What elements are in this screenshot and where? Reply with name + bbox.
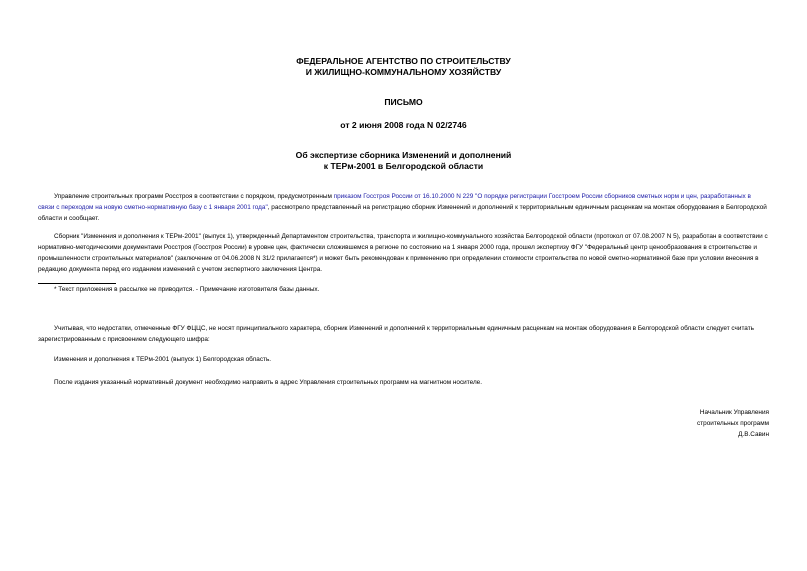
document-type: ПИСЬМО [384, 97, 423, 107]
paragraph-intro-text-end: , рассмотрело представленный на регистрацию сборник Изменений и дополнений к территориальным единичным расценкам на монтаж оборудования в Белгородской области и сообщает. [38, 204, 767, 222]
document-subject-line2: к ТЕРм-2001 в Белгородской области [323, 161, 484, 171]
order-reference-link[interactable]: приказом Госстроя России от 16.10.2000 N 229 "О порядке регистрации Госстроем России сборников сметных норм и цен, разработанных в связи с переходом на новую сметно-нормативную базу с 1 января 2001 года" [38, 193, 751, 211]
agency-name-line2: И ЖИЛИЩНО-КОММУНАЛЬНОМУ ХОЗЯЙСТВУ [305, 67, 502, 77]
signature-position-line2: строительных программ [697, 420, 769, 427]
paragraph-delivery: После издания указанный нормативный документ необходимо направить в адрес Управления строительных программ на магнитном носителе. [54, 379, 483, 386]
paragraph-intro [38, 191, 769, 224]
document-date: от 2 июня 2008 года N 02/2746 [340, 120, 467, 130]
paragraph-code: Изменения и дополнения к ТЕРм-2001 (выпуск 1) Белгородская область. [54, 356, 272, 363]
footnote-text: * Текст приложения в рассылке не приводится. - Примечание изготовителя базы данных. [54, 286, 320, 293]
paragraph-registration: Учитывая, что недостатки, отмеченные ФГУ ФЦЦС, не носят принципиального характера, сборник Изменений и дополнений к территориальным единичным расценкам на монтаж оборудования в Белгородской области следует считать зарегистрированным с присвоением следующего шифра: [38, 325, 754, 343]
signature-position-line1: Начальник Управления [699, 409, 769, 416]
paragraph-intro-text-start: Управление строительных программ Росстроя в соответствии с порядком, предусмотренным [54, 193, 334, 200]
paragraph-collection-description: Сборник "Изменения и дополнения к ТЕРм-2001" (выпуск 1), утвержденный Департаментом строительства, транспорта и жилищно-коммунального хозяйства Белгородской области (протокол от 07.08.2007 N 5), разработан в соответствии с нормативно-методическими документами Росстроя (Госстроя России) в уровне цен, фактически сложившемся в регионе по состоянию на 1 января 2000 года, прошел экспертизу ФГУ "Федеральный центр ценообразования в строительстве и промышленности строительных материалов" (заключение от 04.06.2008 N 31/2 прилагается*) и может быть рекомендован к применению при определении стоимости строительства по новой сметно-нормативной базе при условии внесения в редакцию документа перед его изданием изменений с учетом экспертного заключения Центра. [38, 233, 768, 273]
document-subject-line1: Об экспертизе сборника Изменений и дополнений [295, 150, 512, 160]
agency-name-line1: ФЕДЕРАЛЬНОЕ АГЕНТСТВО ПО СТРОИТЕЛЬСТВУ [296, 56, 511, 66]
signature-name: Д.В.Савин [738, 431, 769, 438]
